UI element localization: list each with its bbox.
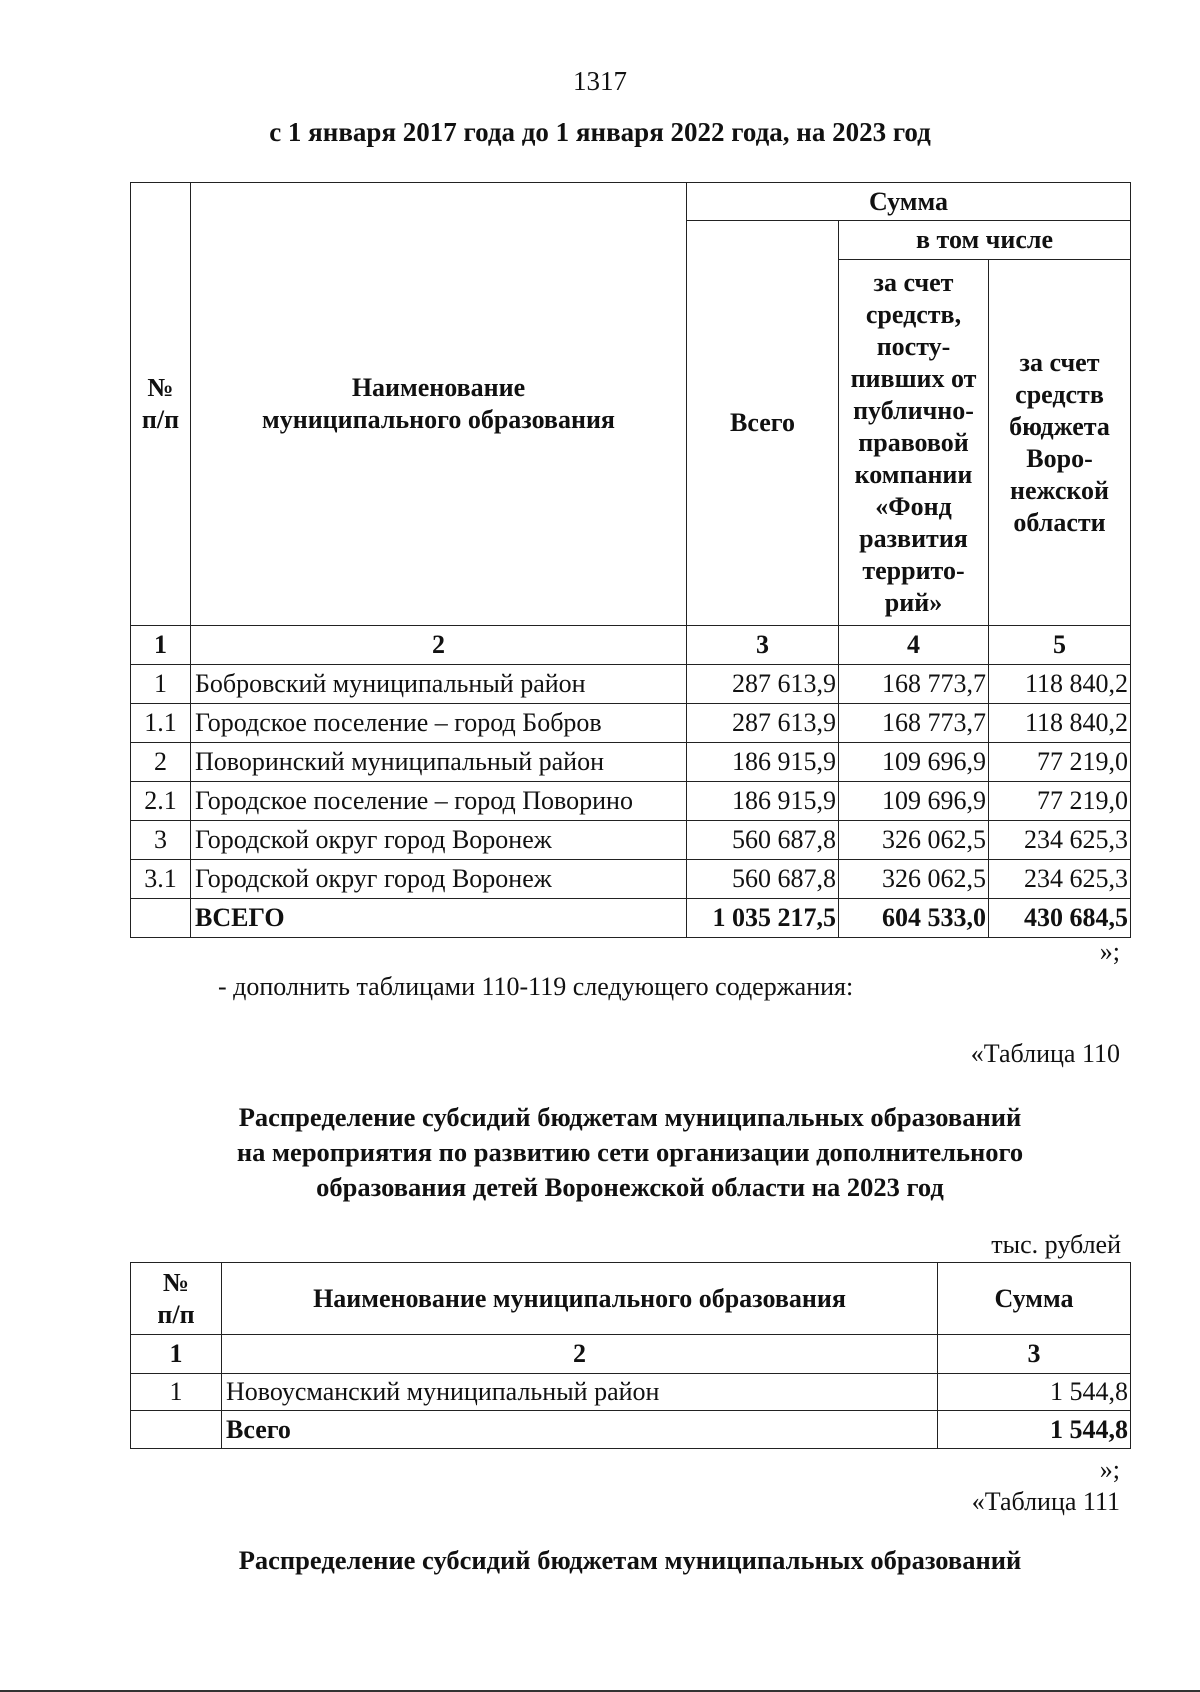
row-num: 1.1 bbox=[131, 704, 191, 743]
total-row bbox=[131, 899, 1131, 938]
subsidy-table-110 bbox=[130, 1262, 1131, 1449]
row-name: Бобровский муниципальный район bbox=[191, 665, 687, 704]
header-including: в том числе bbox=[839, 221, 1131, 260]
col-number: 2 bbox=[222, 1335, 938, 1374]
amendment-text: - дополнить таблицами 110-119 следующего содержания: bbox=[218, 972, 854, 1001]
total-row bbox=[131, 1411, 1131, 1449]
row-sum: 1 544,8 bbox=[938, 1374, 1131, 1411]
table-110-title: Распределение субсидий бюджетам муниципальных образований на мероприятия по развитию сети организации дополнительного образования детей Воронежской области на 2023 год bbox=[236, 1102, 1024, 1202]
header-name: Наименование муниципального образования bbox=[222, 1263, 938, 1335]
header-sum: Сумма bbox=[938, 1263, 1131, 1335]
col-number: 2 bbox=[191, 626, 687, 665]
total-sum: 1 544,8 bbox=[938, 1411, 1131, 1449]
row-fund: 109 696,9 bbox=[839, 743, 989, 782]
total-label: ВСЕГО bbox=[191, 899, 687, 938]
row-fund: 326 062,5 bbox=[839, 821, 989, 860]
row-total: 186 915,9 bbox=[687, 743, 839, 782]
total-fund: 604 533,0 bbox=[839, 899, 989, 938]
subsidy-table-main bbox=[130, 182, 1131, 938]
table-110-label: «Таблица 110 bbox=[970, 1039, 1120, 1068]
row-total: 560 687,8 bbox=[687, 821, 839, 860]
col-number: 3 bbox=[938, 1335, 1131, 1374]
row-region: 77 219,0 bbox=[989, 782, 1131, 821]
row-num: 2 bbox=[131, 743, 191, 782]
row-region: 118 840,2 bbox=[989, 704, 1131, 743]
row-region: 234 625,3 bbox=[989, 860, 1131, 899]
row-num: 1 bbox=[131, 665, 191, 704]
row-total: 560 687,8 bbox=[687, 860, 839, 899]
col-number: 5 bbox=[989, 626, 1131, 665]
total-region: 430 684,5 bbox=[989, 899, 1131, 938]
row-fund: 109 696,9 bbox=[839, 782, 989, 821]
col-number: 1 bbox=[131, 1335, 222, 1374]
row-name: Городской округ город Воронеж bbox=[191, 860, 687, 899]
row-fund: 168 773,7 bbox=[839, 665, 989, 704]
total-label: Всего bbox=[222, 1411, 938, 1449]
column-numbers-row bbox=[131, 626, 1131, 665]
row-num: 3.1 bbox=[131, 860, 191, 899]
row-fund: 168 773,7 bbox=[839, 704, 989, 743]
row-name: Городской округ город Воронеж bbox=[191, 821, 687, 860]
row-total: 287 613,9 bbox=[687, 704, 839, 743]
row-num bbox=[131, 1411, 222, 1449]
column-numbers-row bbox=[131, 1335, 1131, 1374]
table-row bbox=[131, 821, 1131, 860]
table-row bbox=[131, 743, 1131, 782]
closing-quote: »; bbox=[1099, 937, 1120, 966]
row-region: 118 840,2 bbox=[989, 665, 1131, 704]
header-name: Наименование муниципального образования bbox=[191, 183, 687, 626]
table-subtitle: с 1 января 2017 года до 1 января 2022 года, на 2023 год bbox=[269, 117, 931, 147]
closing-quote: »; bbox=[1099, 1455, 1120, 1484]
row-region: 77 219,0 bbox=[989, 743, 1131, 782]
table-row bbox=[131, 1374, 1131, 1411]
table-row bbox=[131, 665, 1131, 704]
row-fund: 326 062,5 bbox=[839, 860, 989, 899]
row-name: Городское поселение – город Поворино bbox=[191, 782, 687, 821]
row-total: 287 613,9 bbox=[687, 665, 839, 704]
table-row bbox=[131, 782, 1131, 821]
header-region: за счет средств бюджета Воро- нежской области bbox=[989, 260, 1131, 626]
row-name: Новоусманский муниципальный район bbox=[222, 1374, 938, 1411]
row-name: Городское поселение – город Бобров bbox=[191, 704, 687, 743]
header-num: № п/п bbox=[131, 1263, 222, 1335]
table-row bbox=[131, 704, 1131, 743]
row-num: 1 bbox=[131, 1374, 222, 1411]
row-num: 3 bbox=[131, 821, 191, 860]
col-number: 4 bbox=[839, 626, 989, 665]
header-total: Всего bbox=[687, 221, 839, 626]
col-number: 1 bbox=[131, 626, 191, 665]
col-number: 3 bbox=[687, 626, 839, 665]
row-num: 2.1 bbox=[131, 782, 191, 821]
header-fund: за счет средств, посту- пивших от публично- правовой компании «Фонд развития террито- рий» bbox=[839, 260, 989, 626]
header-sum: Сумма bbox=[687, 183, 1131, 221]
row-name: Поворинский муниципальный район bbox=[191, 743, 687, 782]
total-sum: 1 035 217,5 bbox=[687, 899, 839, 938]
table-111-label: «Таблица 111 bbox=[971, 1487, 1120, 1516]
page-number: 1317 bbox=[573, 66, 627, 96]
table-row bbox=[131, 860, 1131, 899]
table-111-title: Распределение субсидий бюджетам муниципальных образований bbox=[238, 1545, 1022, 1575]
row-total: 186 915,9 bbox=[687, 782, 839, 821]
unit-label: тыс. рублей bbox=[991, 1230, 1121, 1259]
header-num: № п/п bbox=[131, 183, 191, 626]
row-region: 234 625,3 bbox=[989, 821, 1131, 860]
row-num bbox=[131, 899, 191, 938]
